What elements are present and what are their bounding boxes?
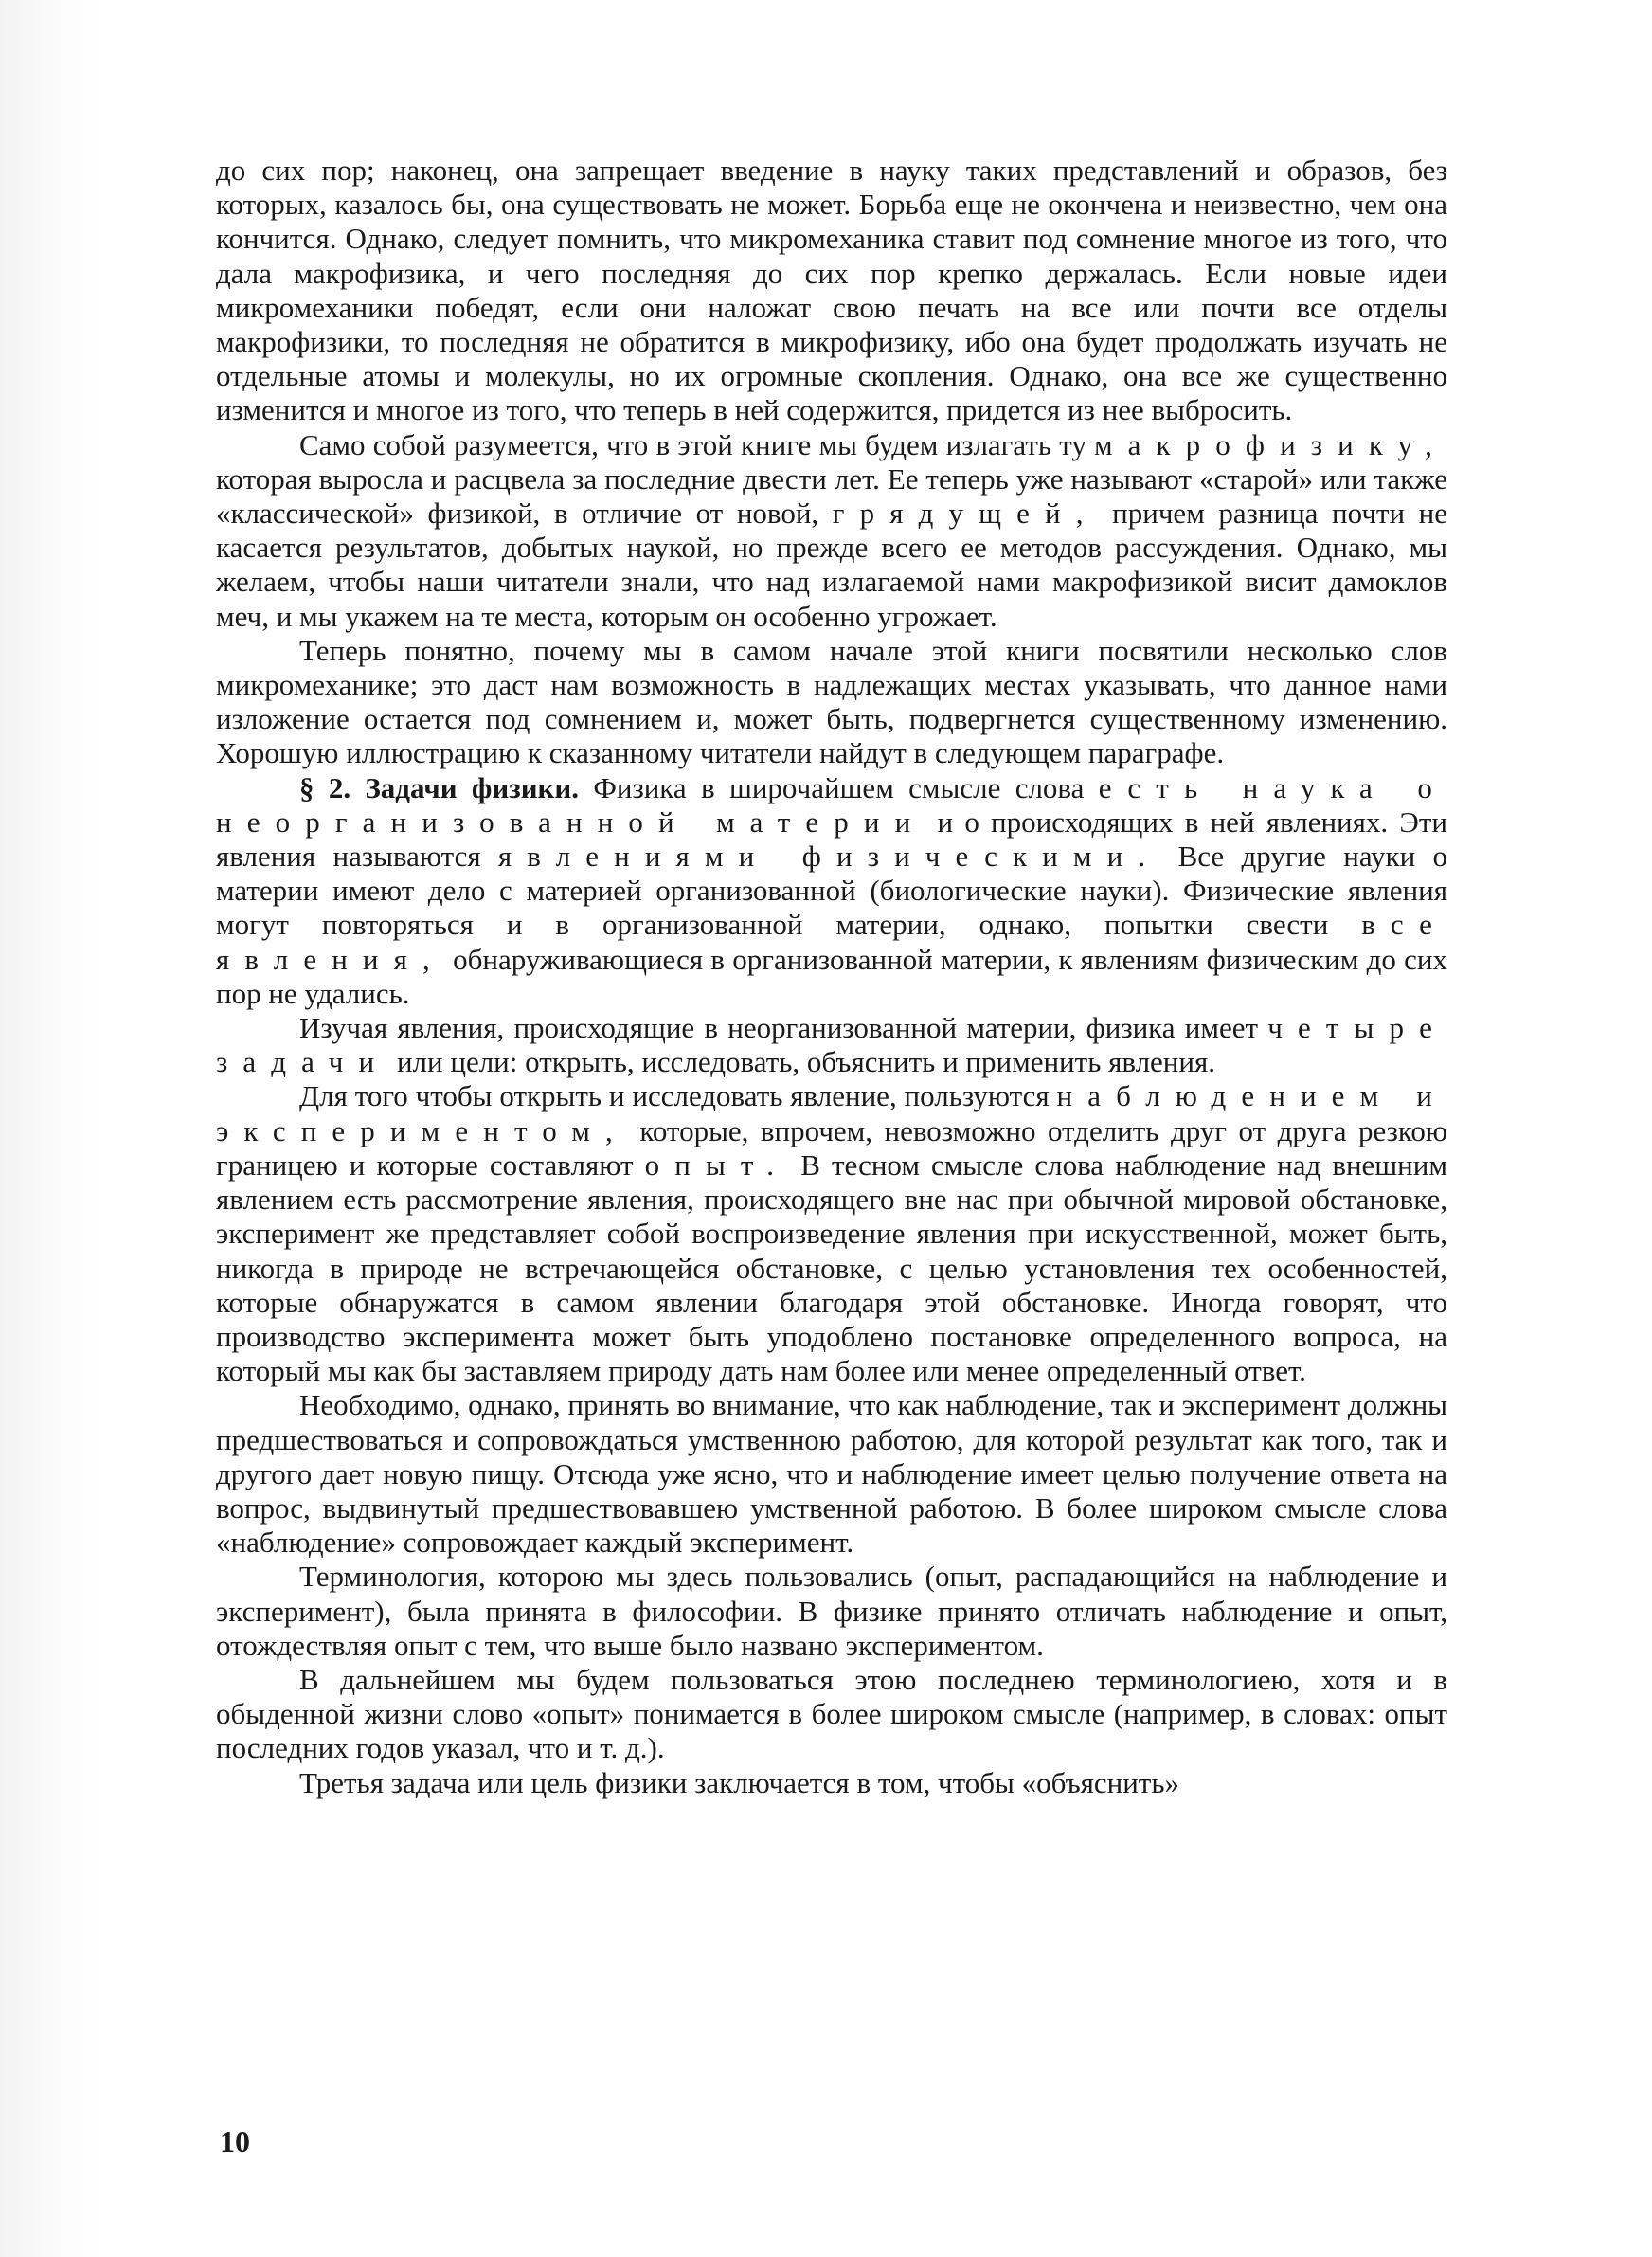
- text-run: В дальнейшем мы будем пользоваться этою последнею терминологиею, хотя и в обыденной жизни слово «опыт» понимается в более широком смысле (например, в словах: опыт последних годов указал, что и т. д.).: [216, 1662, 1447, 1765]
- paragraph: [216, 1011, 1447, 1079]
- text-run: и о происходящих в ней явлениях. Эти явления называются: [216, 804, 1447, 874]
- section-heading: § 2. Задачи физики.: [299, 770, 580, 804]
- text-run: Теперь понятно, почему мы в самом начале этой книги посвятили несколько слов микромеханике; это даст нам возможность в надлежащих местах указывать, что данное нами изложение остается под сомнением и, может быть, подвергнется существенному изменению. Хорошую иллюстрацию к сказанному читатели найдут в следующем параграфе.: [216, 633, 1447, 770]
- paragraph: [216, 428, 1447, 634]
- text-run: которая выросла и расцвела за последние двести лет. Ее теперь уже называют «старой» или также «классической» физикой, в отличие от новой,: [216, 461, 1447, 531]
- page-number: 10: [220, 2124, 250, 2158]
- text-run: Само собой разумеется, что в этой книге мы будем излагать ту: [299, 427, 1095, 461]
- text-run: Третья задача или цель физики заключается в том, чтобы «объяснить»: [299, 1765, 1179, 1799]
- spaced-emphasis: явлениями физическими.: [497, 840, 1161, 874]
- paragraph: [216, 1766, 1447, 1800]
- paragraph: [216, 1388, 1447, 1560]
- paragraph: [216, 771, 1447, 1011]
- text-run: Физика в широчайшем смысле слова: [579, 770, 1099, 804]
- text-run: до сих пор; наконец, она запрещает введение в науку таких представлений и образов, без которых, казалось бы, она существовать не может. Борьба еще не окончена и неизвестно, чем она кончится. Однако, следует помнить, что микромеханика ставит под сомнение многое из того, что дала макрофизика, и чего последняя до сих пор крепко держалась. Если новые идеи микромеханики победят, если они наложат свою печать на все или почти все отделы макрофизики, то последняя не обратится в микрофизику, ибо она будет продолжать изучать не отдельные атомы и молекулы, но их огромные скопления. Однако, она все же существенно изменится и многое из того, что теперь в ней содержится, придется из нее выбросить.: [216, 153, 1447, 427]
- text-run: Необходимо, однако, принять во внимание, что как наблюдение, так и эксперимент должны предшествоваться и сопровождаться умственною работою, для которой результат как того, так и другого дает новую пищу. Отсюда уже ясно, что и наблюдение имеет целью получение ответа на вопрос, выдвинутый предшествовавшею умственной работою. В более широком смысле слова «наблюдение» сопровождает каждый эксперимент.: [216, 1388, 1447, 1560]
- body-text: [216, 153, 1447, 1800]
- spaced-emphasis: опыт.: [644, 1147, 790, 1182]
- spaced-emphasis: грядущей,: [832, 497, 1099, 531]
- spaced-emphasis: есть наука о неорганизованной материи: [216, 770, 1447, 839]
- spaced-emphasis: макрофизику,: [1094, 427, 1447, 461]
- text-run: Все другие науки о материи имеют дело с материей организованной (биологические науки). Физические явления могут повторяться и в организованной материи, однако, попытки свести: [216, 840, 1447, 942]
- text-run: причем разница почти не касается результатов, добытых наукой, но прежде всего ее методов рассуждения. Однако, мы желаем, чтобы наши читатели знали, что над излагаемой нами макрофизикой висит дамоклов меч, и мы укажем на те места, которым он особенно угрожает.: [216, 497, 1447, 633]
- text-run: Терминология, которою мы здесь пользовались (опыт, распадающийся на наблюдение и эксперимент), была принята в философии. В физике принято отличать наблюдение и опыт, отождествляя опыт с тем, что выше было названо экспериментом.: [216, 1560, 1447, 1662]
- text-run: Для того чтобы открыть и исследовать явление, пользуются: [299, 1079, 1057, 1113]
- paragraph: [216, 1663, 1447, 1766]
- paragraph: [216, 1560, 1447, 1663]
- spaced-emphasis: наблюдением и экспериментом,: [216, 1079, 1447, 1147]
- text-run: В тесном смысле слова наблюдение над внешним явлением есть рассмотрение явления, происходящего вне нас при обычной мировой обстановке, эксперимент же представляет собой воспроизведение явления при искусственной, может быть, никогда в природе не встречающейся обстановке, с целью установления тех особенностей, которые обнаружатся в самом явлении благодаря этой обстановке. Иногда говорят, что производство эксперимента может быть уподоблено постановке определенного вопроса, на который мы как бы заставляем природу дать нам более или менее определенный ответ.: [216, 1147, 1447, 1388]
- paragraph: [216, 1079, 1447, 1388]
- spaced-emphasis: все явления,: [216, 908, 1447, 976]
- paragraph: [216, 153, 1447, 428]
- paragraph: [216, 634, 1447, 771]
- text-run: которые, впрочем, невозможно отделить друг от друга резкою границею и которые составляют: [216, 1113, 1447, 1182]
- text-run: Изучая явления, происходящие в неорганизованной материи, физика имеет: [299, 1011, 1268, 1045]
- text-run: обнаруживающиеся в организованной материи, к явлениям физическим до сих пор не удались.: [216, 942, 1447, 1010]
- text-run: или цели: открыть, исследовать, объяснить и применить явления.: [389, 1045, 1215, 1079]
- spaced-emphasis: четыре задачи: [216, 1011, 1447, 1079]
